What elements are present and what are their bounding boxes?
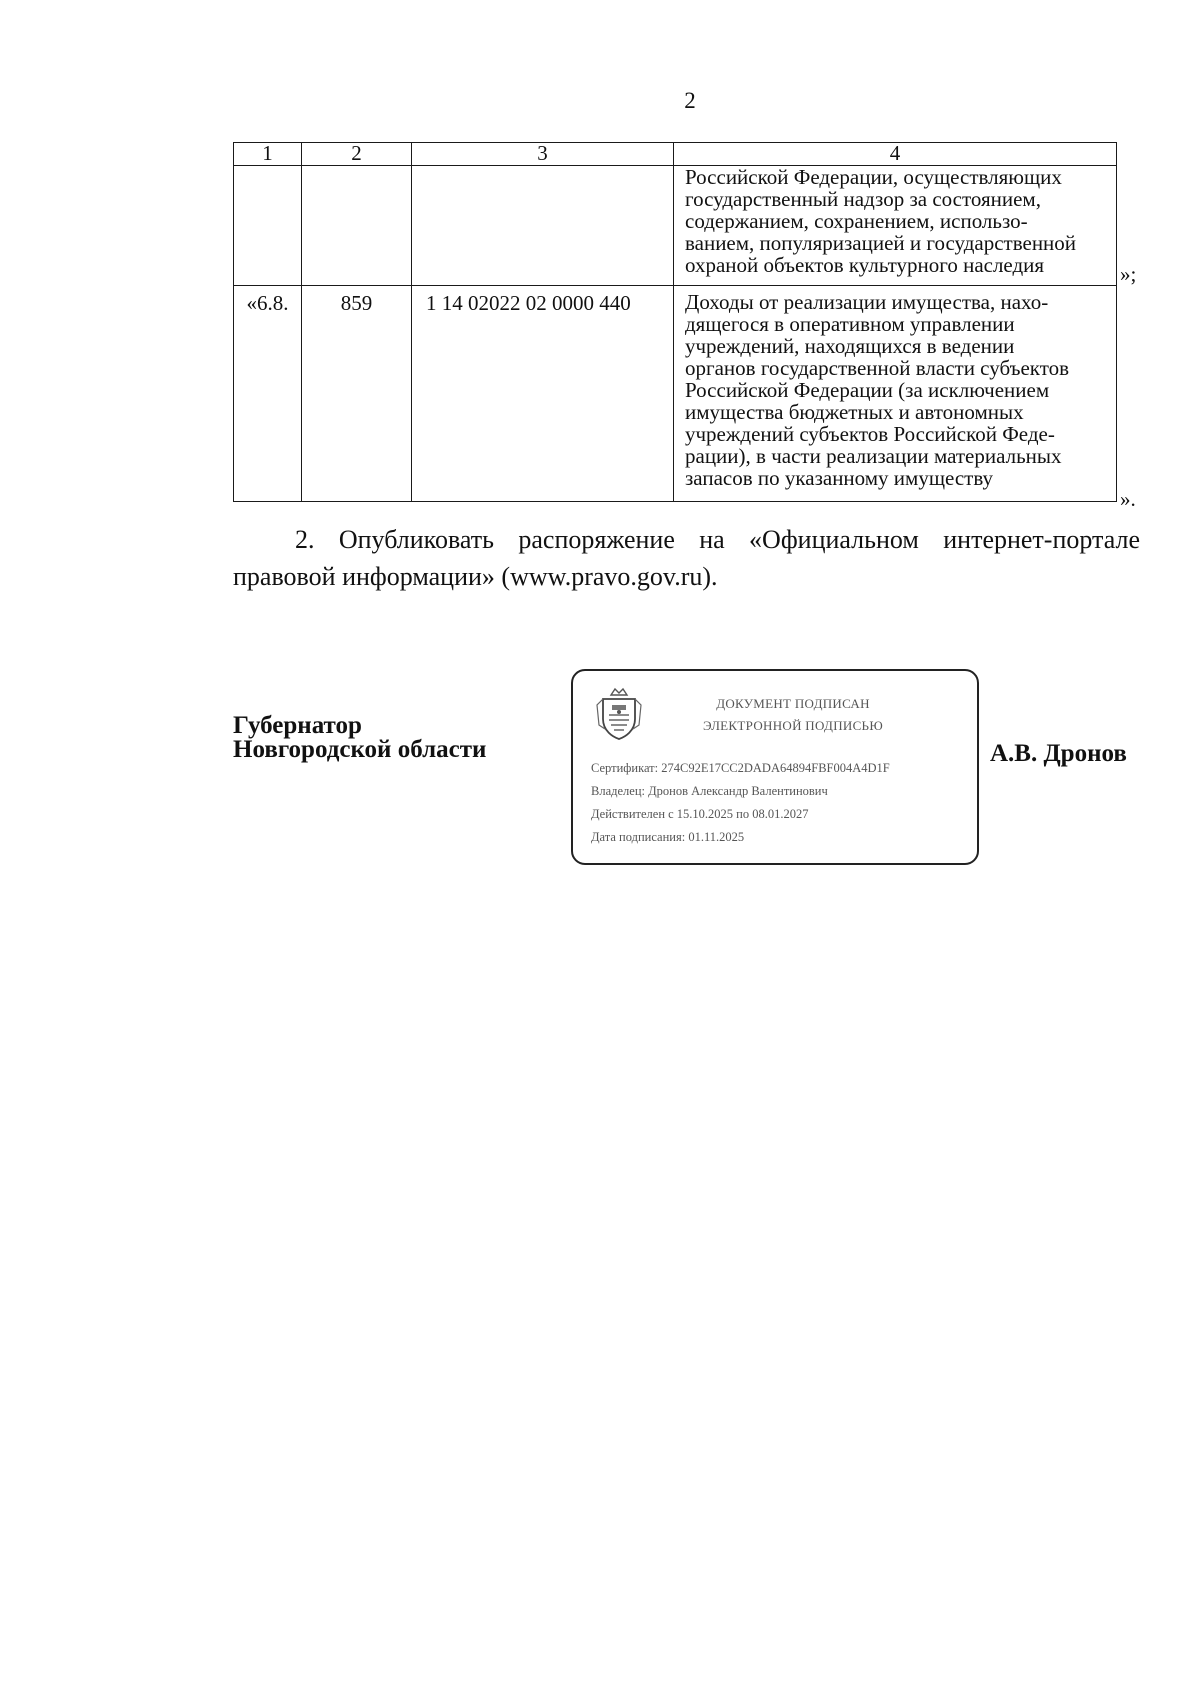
electronic-signature-stamp — [571, 669, 979, 865]
description-cell — [674, 166, 1117, 286]
column-header-1: 1 — [234, 143, 302, 166]
description-line: имущества бюджетных и автономных — [685, 400, 1024, 424]
row-number-cell — [234, 166, 302, 286]
description-line: охраной объектов культурного наследия — [685, 253, 1045, 277]
column-header-3: 3 — [412, 143, 674, 166]
closing-quote-period: ». — [1120, 487, 1136, 511]
signatory-title — [233, 714, 486, 762]
description-line: дящегося в оперативном управлении — [685, 312, 1015, 336]
description-cell — [674, 286, 1117, 502]
coat-of-arms-icon — [595, 685, 643, 741]
certificate-number: Сертификат: 274C92E17CC2DADA64894FBF004A4D1F — [591, 761, 890, 775]
signatory-name: А.В. Дронов — [990, 740, 1127, 767]
closing-quote-semicolon: »; — [1120, 262, 1137, 286]
description-line: Доходы от реализации имущества, нахо- — [685, 290, 1049, 314]
description-line: учреждений субъектов Российской Феде- — [685, 422, 1055, 446]
row-number-cell: «6.8. — [234, 286, 302, 502]
signatory-title-line: Новгородской области — [233, 736, 487, 763]
signatory-title-line: Губернатор — [233, 712, 362, 739]
description-line: Российской Федерации, осуществляющих — [685, 165, 1062, 189]
column-header-4: 4 — [674, 143, 1117, 166]
admin-code-cell: 859 — [302, 286, 412, 502]
description-line: государственный надзор за состоянием, — [685, 187, 1041, 211]
description-line: учреждений, находящихся в ведении — [685, 334, 1015, 358]
description-line: запасов по указанному имуществу — [685, 466, 994, 490]
paragraph-line: правовой информации» (www.pravo.gov.ru). — [233, 562, 718, 591]
description-line: ванием, популяризацией и государственной — [685, 231, 1077, 255]
table-row — [234, 286, 1117, 502]
table-row — [234, 166, 1117, 286]
budget-code-cell — [412, 166, 674, 286]
publication-paragraph — [233, 521, 1140, 595]
budget-codes-table — [233, 142, 1117, 502]
description-line: содержанием, сохранением, использо- — [685, 209, 1028, 233]
description-line: рации), в части реализации материальных — [685, 444, 1062, 468]
description-line: Российской Федерации (за исключением — [685, 378, 1050, 402]
budget-code-cell: 1 14 02022 02 0000 440 — [412, 286, 674, 502]
paragraph-line: 2. Опубликовать распоряжение на «Официальном интернет-портале — [295, 525, 1140, 554]
stamp-header-line: ДОКУМЕНТ ПОДПИСАН — [716, 696, 870, 711]
description-line: органов государственной власти субъектов — [685, 356, 1070, 380]
admin-code-cell — [302, 166, 412, 286]
certificate-owner: Владелец: Дронов Александр Валентинович — [591, 784, 828, 798]
signing-date: Дата подписания: 01.11.2025 — [591, 830, 745, 844]
page-number: 2 — [684, 88, 696, 113]
stamp-header — [673, 693, 913, 737]
stamp-header-line: ЭЛЕКТРОННОЙ ПОДПИСЬЮ — [703, 718, 883, 733]
column-header-2: 2 — [302, 143, 412, 166]
table-header-row — [234, 143, 1117, 166]
certificate-validity: Действителен с 15.10.2025 по 08.01.2027 — [591, 807, 809, 821]
